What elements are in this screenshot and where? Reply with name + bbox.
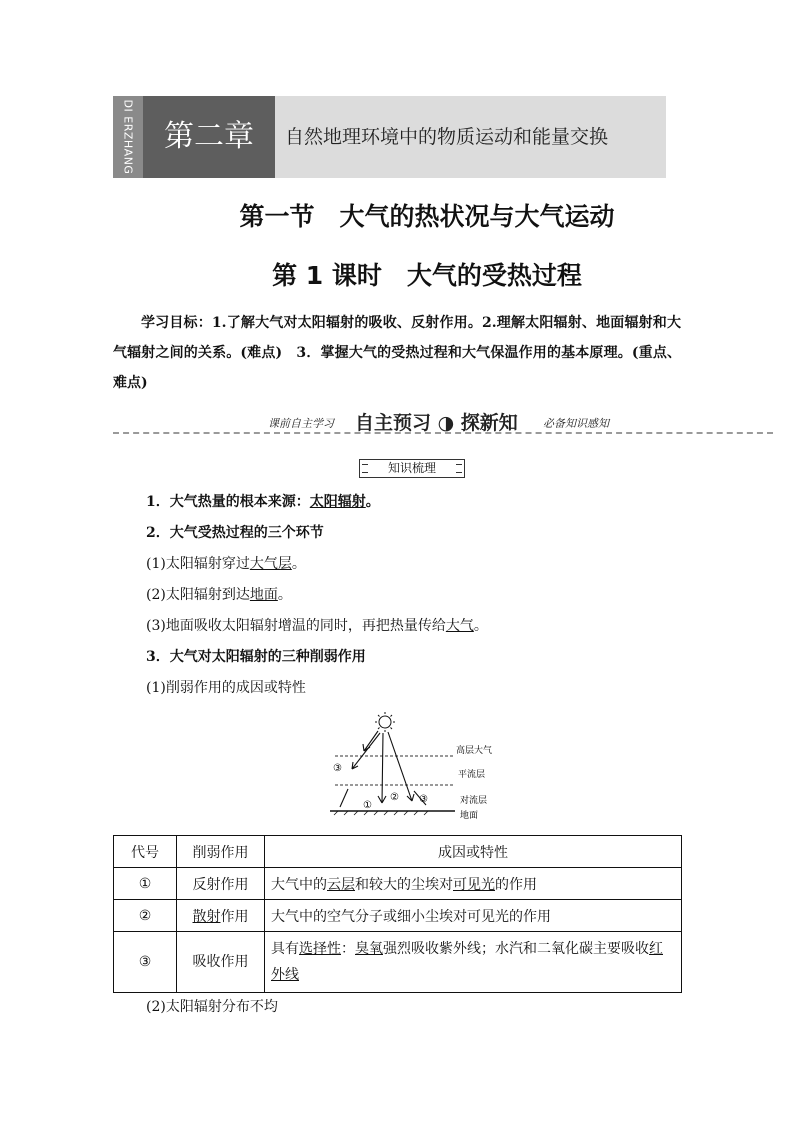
row-effect: 散射作用 [177,900,265,932]
item-3b: (2)太阳辐射分布不均 [146,999,278,1015]
item-2b-text: (2)太阳辐射到达 [146,587,250,603]
preview-band [113,410,773,436]
cause-answer: 可见光 [453,876,495,893]
cause-answer: 臭氧 [355,941,383,957]
table-header-row [114,836,682,868]
effect-answer: 散射 [192,908,221,925]
learning-objectives: 学习目标：1.了解大气对太阳辐射的吸收、反射作用。2.理解太阳辐射、地面辐射和大气辐射之间的关系。(难点) 3．掌握大气的受热过程和大气保温作用的基本原理。(重点、难点) [113,315,681,391]
item-2c-answer: 大气 [445,618,474,634]
lesson-title: 第 1 课时 大气的受热过程 [272,261,582,290]
reflection-arrow [340,789,348,807]
diagram-marker-1: ① [363,800,372,811]
cause-text: 的作用 [495,876,537,893]
item-1-answer: 太阳辐射 [309,494,366,510]
band-left-text: 课前自主学习 [268,417,334,430]
item-2: 2．大气受热过程的三个环节 [146,525,324,541]
item-2a-text: (1)太阳辐射穿过 [146,556,250,572]
row-code: ① [114,868,177,900]
table-row [114,900,682,932]
row-cause [265,868,682,900]
item-2a [146,553,306,573]
table-row [114,868,682,900]
item-2b-end: 。 [277,587,292,603]
diagram-marker-3-top: ③ [333,763,342,774]
item-3: 3．大气对太阳辐射的三种削弱作用 [146,649,366,665]
label-troposphere: 对流层 [460,796,488,806]
chapter-number: 第二章 [143,96,275,178]
item-2a-answer: 大气层 [249,556,292,572]
item-2b [146,584,292,604]
item-2c-text: (3)地面吸收太阳辐射增温的同时，再把热量传给 [146,618,446,634]
label-stratosphere: 平流层 [458,770,486,780]
table-row [114,932,682,993]
item-3a: (1)削弱作用的成因或特性 [146,680,306,696]
radiation-arrow-center [378,733,386,803]
label-ground: 地面 [460,811,479,821]
row-effect: 吸收作用 [177,932,265,993]
cause-answer: 选择性 [299,941,341,957]
row-code: ② [114,900,177,932]
item-1 [146,491,380,511]
diagram-marker-2: ② [390,792,399,803]
chapter-banner [113,96,666,178]
section-title: 第一节 大气的热状况与大气运动 [239,202,615,231]
weakening-table [113,835,682,993]
item-1-end: 。 [365,494,380,510]
cause-answer: 云层 [327,876,355,893]
item-2c-end: 。 [473,618,488,634]
item-2a-end: 。 [291,556,306,572]
cause-answer: 红外线 [271,941,663,983]
header-effect: 削弱作用 [177,836,265,868]
diagram-marker-3-bottom: ③ [419,794,428,805]
cause-text: 具有 [271,941,299,957]
radiation-arrow-right [388,732,414,801]
header-code: 代号 [114,836,177,868]
atmosphere-diagram [330,711,510,823]
header-cause: 成因或特性 [265,836,682,868]
sun-icon [375,712,395,732]
row-effect: 反射作用 [177,868,265,900]
item-1-text: 1．大气热量的根本来源： [146,494,310,510]
cause-text: 大气中的 [271,876,327,893]
radiation-arrow-left [363,731,378,751]
radiation-arrow-slant [352,733,380,769]
row-cause: 大气中的空气分子或细小尘埃对可见光的作用 [265,900,682,932]
row-cause [265,932,682,993]
cause-text: 强烈吸收紫外线；水汽和二氧化碳主要吸收 [383,941,649,957]
chapter-vertical-tab [113,96,143,178]
label-upper-atmosphere: 高层大气 [456,746,493,756]
band-right-text: 必备知识感知 [543,417,609,430]
chapter-pinyin: DI ERZHANG [121,99,135,175]
chapter-title: 自然地理环境中的物质运动和能量交换 [275,96,666,178]
band-title: 自主预习 ◑ 探新知 [355,412,518,434]
item-2c [146,615,488,635]
cause-text: ： [341,941,355,957]
row-code: ③ [114,932,177,993]
cause-text: 和较大的尘埃对 [355,876,453,893]
item-2b-answer: 地面 [249,587,278,603]
section-label: 知识梳理 [359,459,465,478]
